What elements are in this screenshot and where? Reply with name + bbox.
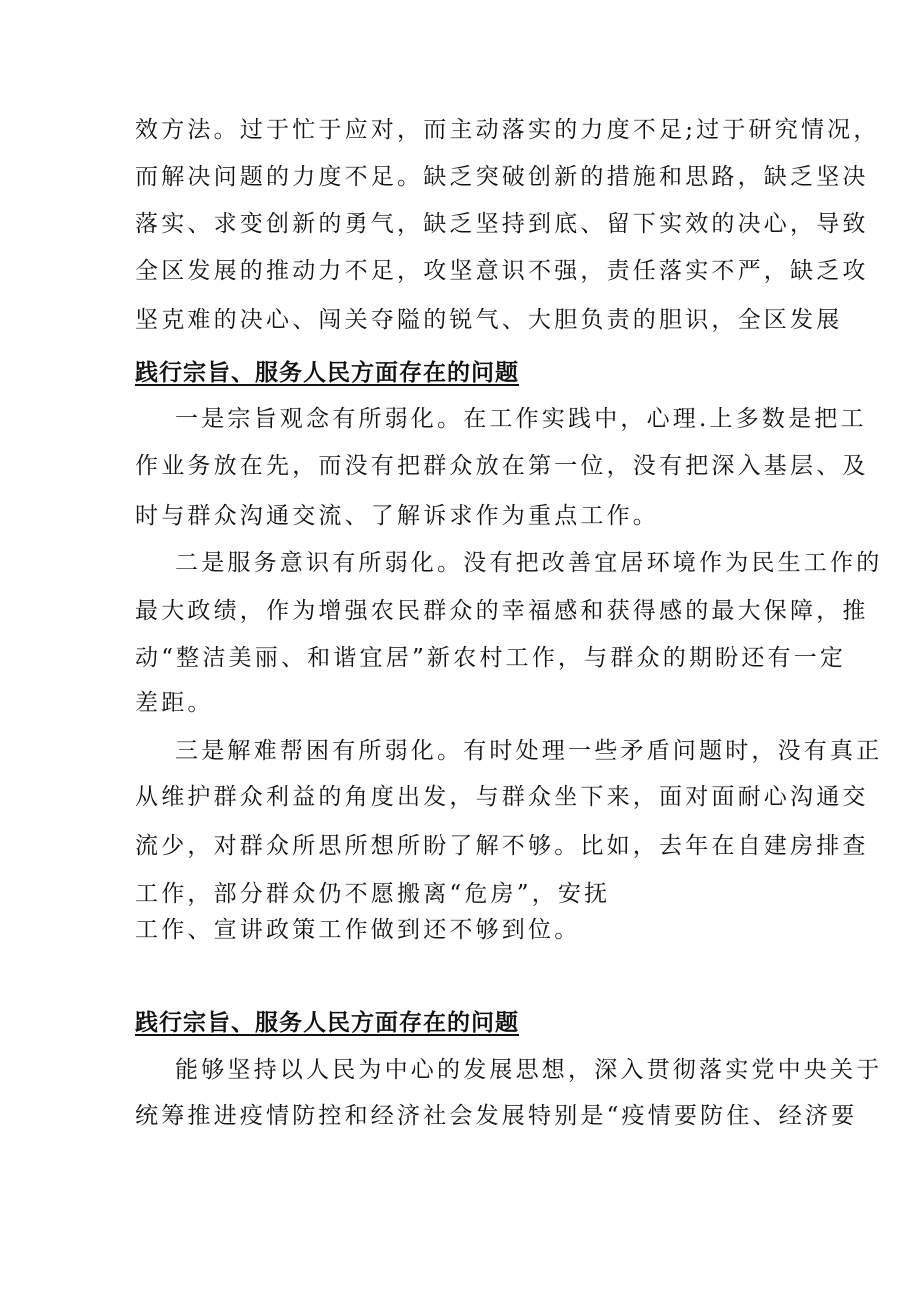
- text-line: 统筹推进疫情防控和经济社会发展特别是“疫情要防住、经济要: [135, 1103, 858, 1129]
- section-heading: 践行宗旨、服务人民方面存在的问题: [135, 359, 519, 386]
- text-line: 工作、宣讲政策工作做到还不够到位。: [135, 917, 581, 943]
- text-line: 坚克难的决心、闯关夺隘的锐气、大胆负责的胆识，全区发展: [135, 307, 843, 333]
- text-line: 从维护群众利益的角度出发，与群众坐下来，面对面耐心沟通交: [135, 784, 869, 810]
- section-heading: 践行宗旨、服务人民方面存在的问题: [135, 1009, 519, 1036]
- text-line: 落实、求变创新的勇气，缺乏坚持到底、留下实效的决心，导致: [135, 211, 869, 237]
- text-line: 工作，部分群众仍不愿搬离“危房”，安抚: [135, 881, 611, 907]
- text-line: 效方法。过于忙于应对，而主动落实的力度不足;过于研究情况，: [135, 117, 880, 143]
- text-line: 差距。: [135, 690, 214, 716]
- text-line: 流少，对群众所思所想所盼了解不够。比如，去年在自建房排查: [135, 833, 869, 859]
- text-line: 全区发展的推动力不足，攻坚意识不强，责任落实不严，缺乏攻: [135, 258, 869, 284]
- text-line: 二是服务意识有所弱化。没有把改善宜居环境作为民生工作的: [175, 550, 883, 576]
- text-line: 时与群众沟通交流、了解诉求作为重点工作。: [135, 503, 659, 529]
- text-line: 最大政绩，作为增强农民群众的幸福感和获得感的最大保障，推: [135, 598, 869, 624]
- text-line: 动“整洁美丽、和谐宜居”新农村工作，与群众的期盼还有一定: [135, 645, 847, 671]
- text-line: 能够坚持以人民为中心的发展思想，深入贯彻落实党中央关于: [175, 1057, 883, 1083]
- text-line: 而解决问题的力度不足。缺乏突破创新的措施和思路，缺乏坚决: [135, 164, 869, 190]
- text-line: 一是宗旨观念有所弱化。在工作实践中，心理.上多数是把工: [175, 406, 867, 432]
- text-line: 作业务放在先，而没有把群众放在第一位，没有把深入基层、及: [135, 453, 869, 479]
- text-line: 三是解难帮困有所弱化。有时处理一些矛盾问题时，没有真正: [175, 738, 883, 764]
